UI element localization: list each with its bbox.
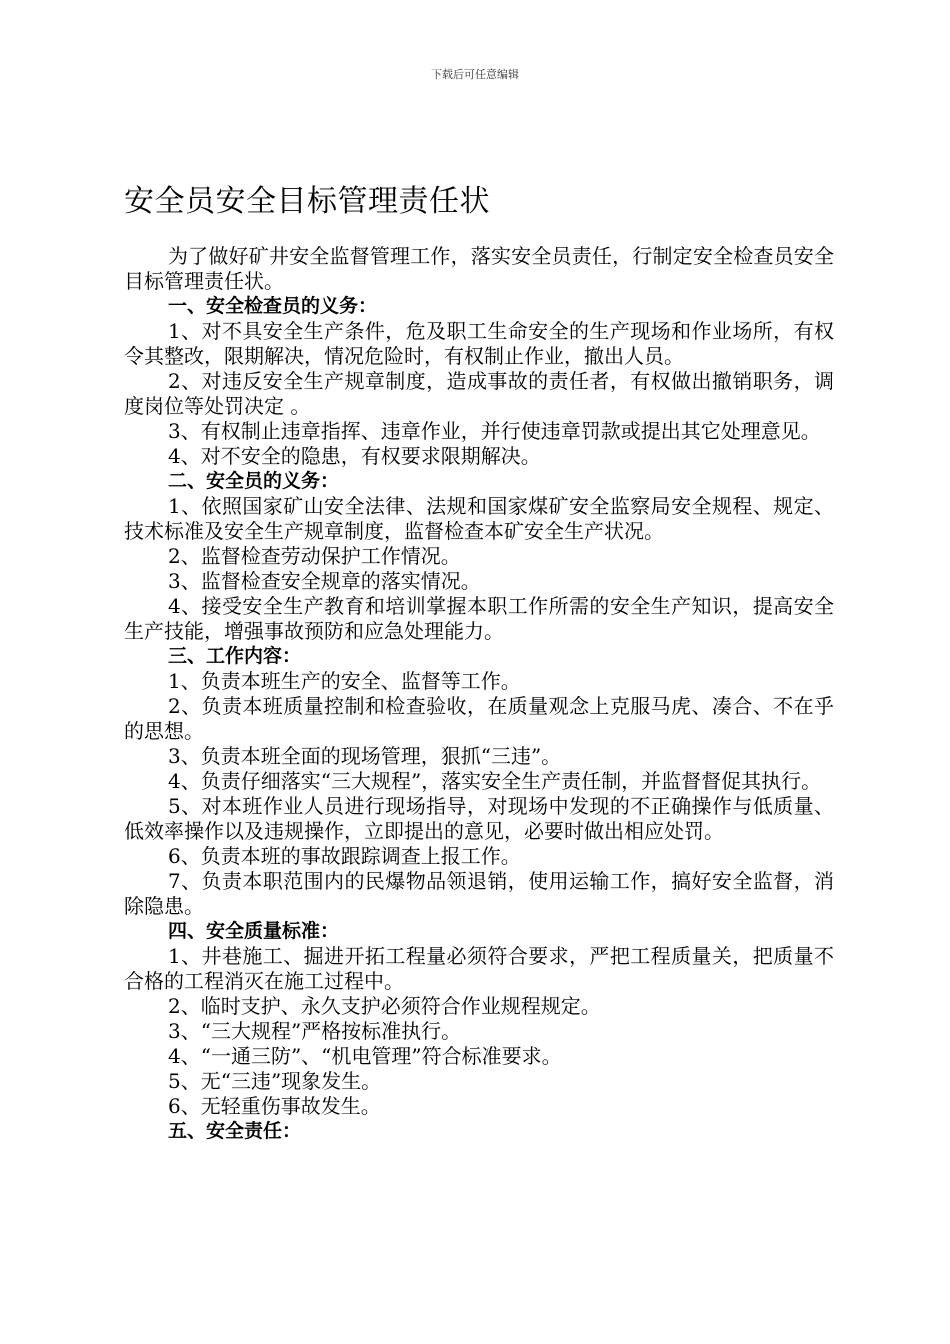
section-3-item-3: 3、负责本班全面的现场管理，狠抓“三违”。 bbox=[168, 744, 562, 768]
intro-paragraph: 为了做好矿井安全监督管理工作，落实安全员责任，行制定安全检查员安全目标管理责任状。 bbox=[124, 244, 834, 293]
section-3-item-7: 7、负责本职范围内的民爆物品领退销，使用运输工作，搞好安全监督，消除隐患。 bbox=[124, 869, 834, 918]
section-2-item-2: 2、监督检查劳动保护工作情况。 bbox=[168, 544, 461, 568]
section-4-item-1: 1、井巷施工、掘进开拓工程量必须符合要求，严把工程质量关，把质量不合格的工程消灭在施工过程中。 bbox=[124, 944, 834, 993]
section-4-item-3: 3、“三大规程”严格按标准执行。 bbox=[168, 1019, 462, 1043]
section-heading-2: 二、安全员的义务： bbox=[168, 470, 340, 492]
section-3-item-4: 4、负责仔细落实“三大规程”，落实安全生产责任制，并监督督促其执行。 bbox=[168, 769, 822, 793]
document-title: 安全员安全目标管理责任状 bbox=[124, 184, 490, 219]
section-3-item-2: 2、负责本班质量控制和检查验收，在质量观念上克服马虎、凑合、不在乎的思想。 bbox=[124, 694, 834, 743]
section-2-item-4: 4、接受安全生产教育和培训掌握本职工作所需的安全生产知识，提高安全生产技能，增强事故预防和应急处理能力。 bbox=[124, 594, 834, 643]
section-3-item-6: 6、负责本班的事故跟踪调查上报工作。 bbox=[168, 844, 521, 868]
section-2-item-1: 1、依照国家矿山安全法律、法规和国家煤矿安全监察局安全规程、规定、技术标准及安全生产规章制度，监督检查本矿安全生产状况。 bbox=[124, 494, 834, 543]
section-2-item-3: 3、监督检查安全规章的落实情况。 bbox=[168, 569, 481, 593]
section-4-item-2: 2、临时支护、永久支护必须符合作业规程规定。 bbox=[168, 994, 601, 1018]
document-body bbox=[124, 244, 834, 1144]
section-3-item-5: 5、对本班作业人员进行现场指导，对现场中发现的不正确操作与低质量、低效率操作以及违规操作，立即提出的意见，必要时做出相应处罚。 bbox=[124, 794, 834, 843]
section-3-item-1: 1、负责本班生产的安全、监督等工作。 bbox=[168, 669, 521, 693]
section-4-item-5: 5、无“三违”现象发生。 bbox=[168, 1069, 382, 1093]
section-1-item-1: 1、对不具安全生产条件，危及职工生命安全的生产现场和作业场所，有权令其整改，限期解决，情况危险时，有权制止作业，撤出人员。 bbox=[124, 319, 834, 368]
page-header-note: 下载后可任意编辑 bbox=[431, 68, 519, 81]
section-heading-5: 五、安全责任： bbox=[168, 1120, 302, 1142]
section-heading-1: 一、安全检查员的义务： bbox=[168, 295, 378, 317]
section-4-item-6: 6、无轻重伤事故发生。 bbox=[168, 1094, 381, 1118]
section-heading-3: 三、工作内容： bbox=[168, 645, 302, 667]
section-heading-4: 四、安全质量标准： bbox=[168, 920, 340, 942]
section-4-item-4: 4、“一通三防”、“机电管理”符合标准要求。 bbox=[168, 1044, 562, 1068]
section-1-item-2: 2、对违反安全生产规章制度，造成事故的责任者，有权做出撤销职务，调度岗位等处罚决定 。 bbox=[124, 369, 834, 418]
section-1-item-3: 3、有权制止违章指挥、违章作业，并行使违章罚款或提出其它处理意见。 bbox=[168, 419, 821, 443]
section-1-item-4: 4、对不安全的隐患，有权要求限期解决。 bbox=[168, 444, 541, 468]
